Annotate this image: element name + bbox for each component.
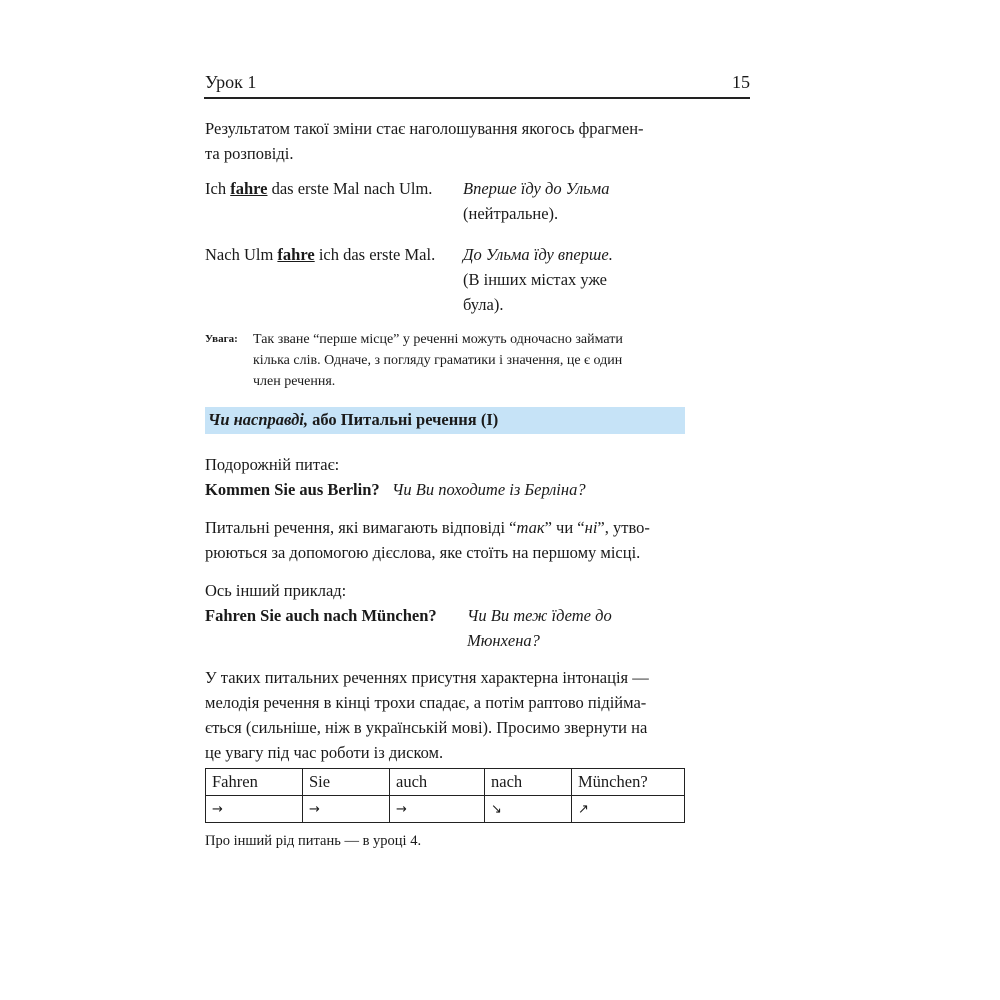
header-rule (204, 97, 750, 99)
word-tak: так (516, 518, 545, 537)
table-cell-word: Sie (303, 769, 390, 796)
note-line: Так зване “перше місце” у реченні можуть одночасно займати (253, 332, 623, 347)
question-translation-2 (467, 603, 612, 653)
explanation-text: Питальні речення, які вимагають відповіді “ (205, 518, 517, 537)
note-label: Увага: (205, 333, 238, 345)
section-title-rest: або Питальні речення (І) (308, 410, 499, 429)
intro-line: Результатом такої зміни стає наголошування якогось фрагмен- (205, 119, 644, 138)
example-verb: fahre (230, 179, 268, 198)
question-translation: Чи Ви походите із Берліна? (392, 480, 586, 499)
table-cell-word: Fahren (206, 769, 303, 796)
lesson-header: Урок 1 (205, 72, 257, 92)
footnote: Про інший рід питань — в уроці 4. (205, 833, 422, 849)
translation-comment: була). (463, 295, 504, 314)
question-block-1 (205, 452, 586, 502)
table-row-words (206, 769, 685, 796)
table-row-arrows (206, 796, 685, 823)
arrow-right-icon: → (206, 796, 303, 823)
question-lead: Ось інший приклад: (205, 581, 347, 600)
question-block-2 (205, 578, 437, 628)
page-number: 15 (732, 72, 750, 92)
intonation-paragraph (205, 665, 649, 765)
translation-line: Вперше їду до Ульма (463, 179, 610, 198)
explanation-paragraph (205, 515, 650, 565)
note-line: кілька слів. Одначе, з погляду граматики і значення, це є один (253, 353, 623, 368)
example-translation-2 (463, 242, 613, 317)
table-cell-word: nach (485, 769, 572, 796)
arrow-down-right-icon: ↘ (485, 796, 572, 823)
section-title (208, 409, 498, 431)
note-body (253, 329, 703, 392)
intonation-line: ється (сильніше, ніж в українській мові). Просимо звернути на (205, 718, 648, 737)
translation-line: Чи Ви теж їдете до (467, 606, 612, 625)
translation-comment: (нейтральне). (463, 204, 559, 223)
question-german: Kommen Sie aus Berlin? (205, 480, 380, 499)
example-text: Nach Ulm (205, 245, 278, 264)
table-cell-word: München? (572, 769, 685, 796)
note-line: член речення. (253, 374, 336, 389)
example-text: Ich (205, 179, 231, 198)
explanation-text: ” чи “ (544, 518, 585, 537)
example-verb: fahre (277, 245, 315, 264)
arrow-right-icon: → (390, 796, 485, 823)
translation-comment: (В інших містах уже (463, 270, 607, 289)
intonation-line: це увагу під час роботи із диском. (205, 743, 444, 762)
section-title-italic: Чи насправді, (208, 410, 309, 429)
translation-line: Мюнхена? (467, 631, 540, 650)
intro-paragraph (205, 116, 644, 166)
question-lead: Подорожній питає: (205, 455, 340, 474)
arrow-right-icon: → (303, 796, 390, 823)
question-line (205, 477, 586, 502)
question-german: Fahren Sie auch nach München? (205, 606, 437, 625)
intonation-table (205, 768, 685, 823)
intonation-line: мелодія речення в кінці трохи спадає, а потім раптово підійма- (205, 693, 647, 712)
intro-line: та розповіді. (205, 144, 294, 163)
explanation-text: ”, утво- (597, 518, 650, 537)
example-german-1 (205, 179, 432, 199)
intonation-line: У таких питальних реченнях присутня характерна інтонація — (205, 668, 649, 687)
example-text: ich das erste Mal. (314, 245, 436, 264)
explanation-line: рюються за допомогою дієслова, яке стоїть на першому місці. (205, 543, 641, 562)
translation-line: До Ульма їду вперше. (463, 245, 613, 264)
explanation-line (205, 515, 650, 540)
example-german-2 (205, 245, 435, 265)
word-ni: ні (584, 518, 598, 537)
table-cell-word: auch (390, 769, 485, 796)
example-translation-1 (463, 176, 609, 226)
example-text: das erste Mal nach Ulm. (267, 179, 433, 198)
arrow-up-right-icon: ↗ (572, 796, 685, 823)
